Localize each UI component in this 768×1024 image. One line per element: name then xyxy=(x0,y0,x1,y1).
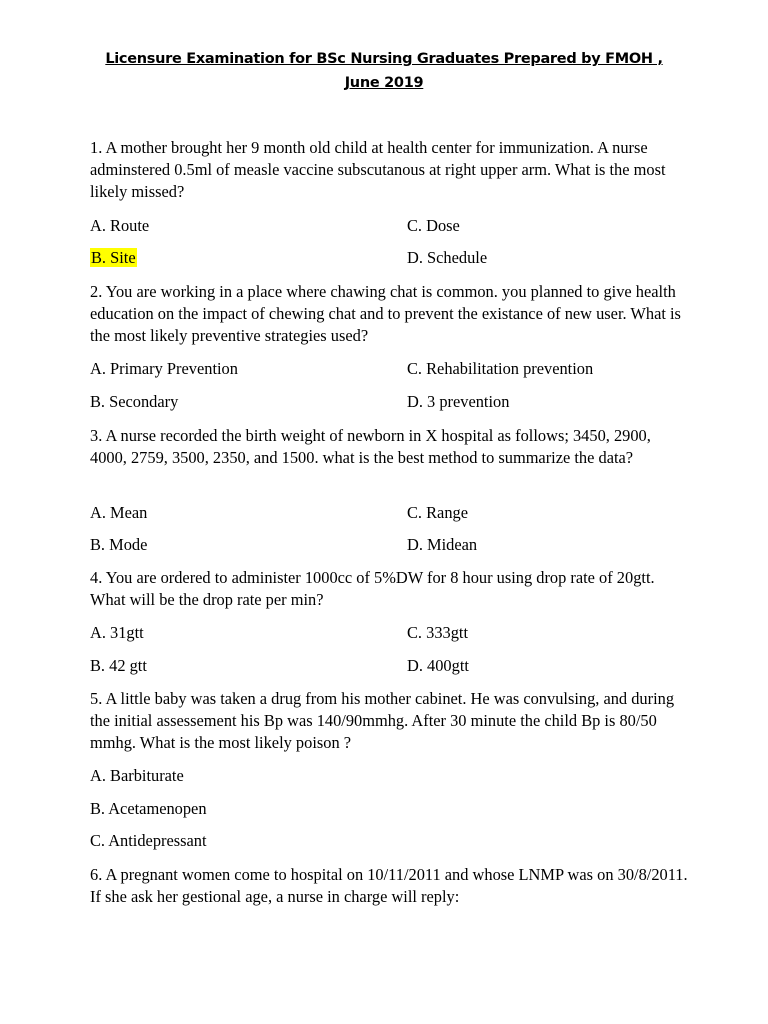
question-5-option-c: C. Antidepressant xyxy=(90,831,207,850)
question-6: 6. A pregnant women come to hospital on 10/11/2011 and whose LNMP was on 30/8/2011. If she ask her gestional age, a nurse in charge will reply: xyxy=(90,865,688,906)
question-4: 4. You are ordered to administer 1000cc of 5%DW for 8 hour using drop rate of 20gtt. What will be the drop rate per min? xyxy=(90,568,655,609)
question-4-option-a: A. 31gtt xyxy=(90,623,144,642)
question-2: 2. You are working in a place where chawing chat is common. you planned to give health education on the impact of chewing chat and to prevent the existance of new user. What is the most likely preventive strategies used? xyxy=(90,282,681,345)
question-4-option-c: C. 333gtt xyxy=(407,623,469,642)
question-3-option-d: D. Midean xyxy=(407,535,478,554)
page-title: Licensure Examination for BSc Nursing Graduates Prepared by FMOH , June 2019 xyxy=(105,51,663,91)
highlighted-answer: B. Site xyxy=(91,248,136,267)
question-1: 1. A mother brought her 9 month old child at health center for immunization. A nurse adminstered 0.5ml of measle vaccine subscutanous at right upper arm. What is the most likely missed? xyxy=(90,138,666,201)
question-4-option-b: B. 42 gtt xyxy=(90,656,147,675)
question-5-option-a: A. Barbiturate xyxy=(90,766,184,785)
question-2-option-d: D. 3 prevention xyxy=(407,392,510,411)
question-2-option-c: C. Rehabilitation prevention xyxy=(407,359,594,378)
question-4-option-d: D. 400gtt xyxy=(407,656,469,675)
question-3-option-a: A. Mean xyxy=(90,503,148,522)
question-5: 5. A little baby was taken a drug from his mother cabinet. He was convulsing, and during the initial assessement his Bp was 140/90mmhg. After 30 minute the child Bp is 80/50 mmhg. What is the most likely poison ? xyxy=(90,689,675,752)
question-1-option-d: D. Schedule xyxy=(407,248,488,267)
question-1-option-b xyxy=(90,247,137,269)
question-5-option-b: B. Acetamenopen xyxy=(90,799,207,818)
question-3-option-b: B. Mode xyxy=(90,535,148,554)
question-3: 3. A nurse recorded the birth weight of newborn in X hospital as follows; 3450, 2900, 4000, 2759, 3500, 2350, and 1500. what is the best method to summarize the data? xyxy=(90,426,651,467)
question-2-option-a: A. Primary Prevention xyxy=(90,359,238,378)
question-3-option-c: C. Range xyxy=(407,503,469,522)
question-1-option-a: A. Route xyxy=(90,216,150,235)
question-2-option-b: B. Secondary xyxy=(90,392,179,411)
question-1-option-c: C. Dose xyxy=(407,216,460,235)
